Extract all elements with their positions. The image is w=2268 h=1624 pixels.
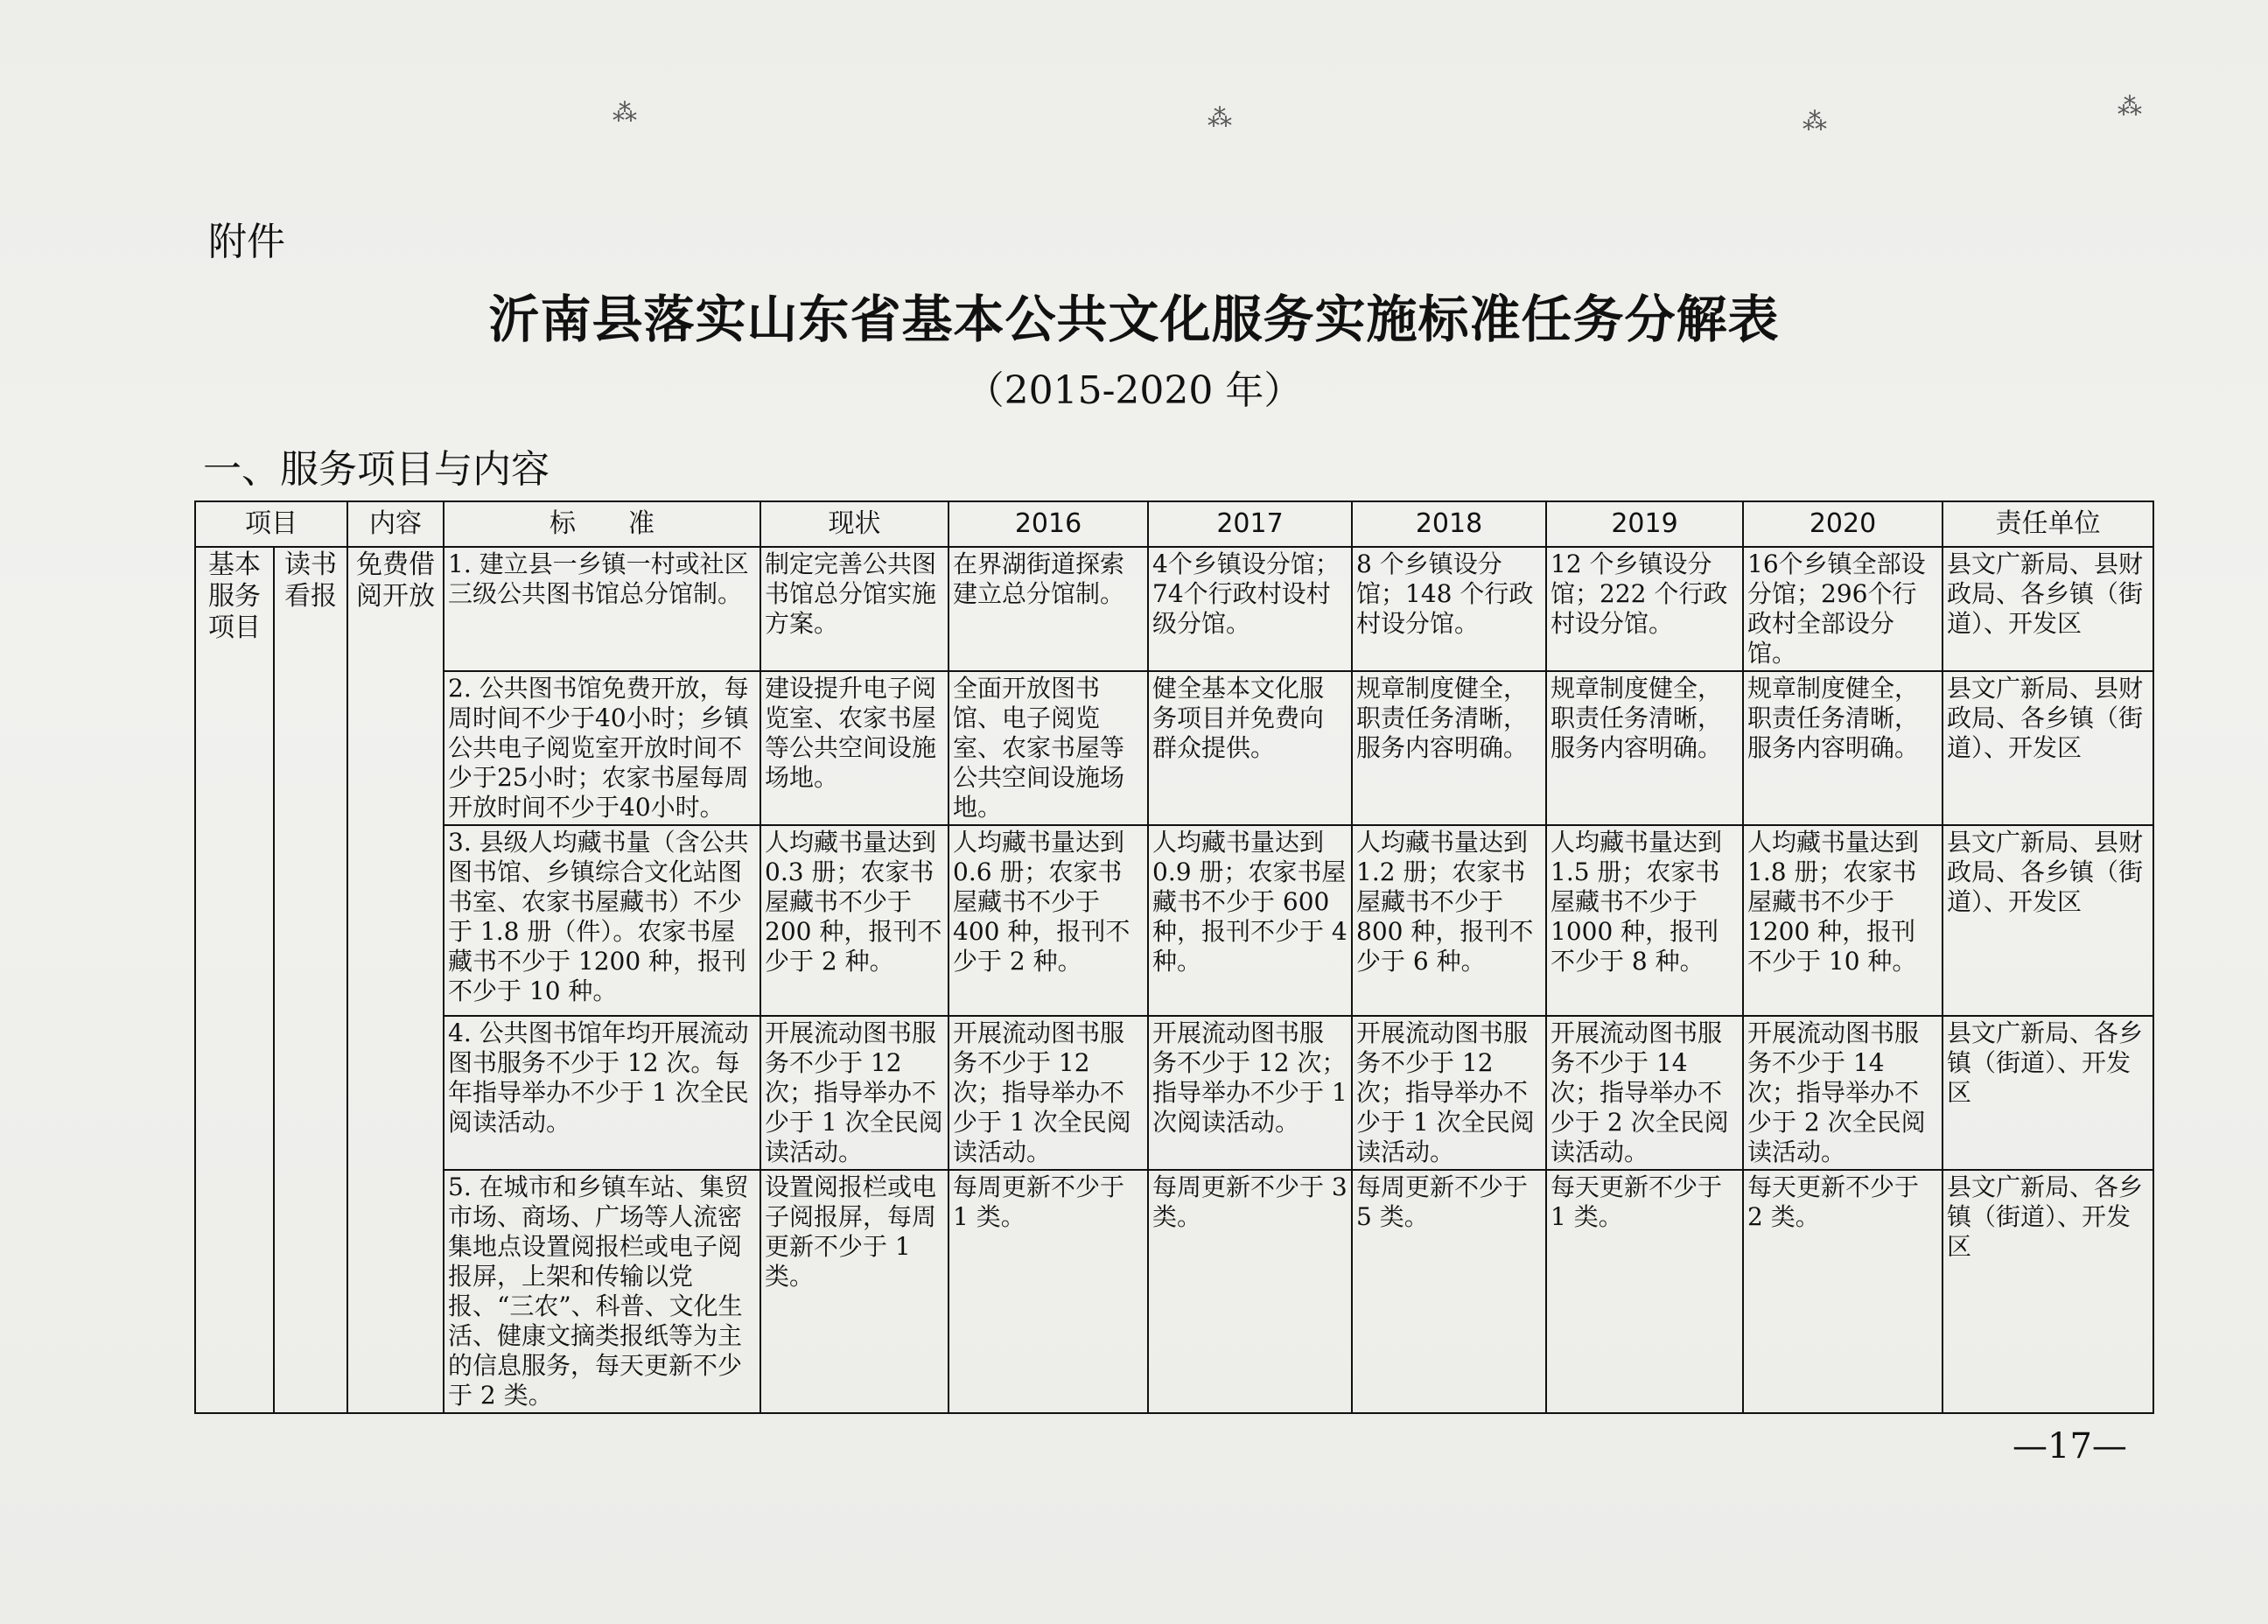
status-cell: 制定完善公共图书馆总分馆实施方案。 — [760, 547, 948, 671]
target-2020-cell: 每天更新不少于 2 类。 — [1743, 1170, 1942, 1413]
column-header-content: 内容 — [347, 501, 444, 547]
column-header-2018: 2018 — [1352, 501, 1546, 547]
status-cell: 开展流动图书服务不少于 12 次；指导举办不少于 1 次全民阅读活动。 — [760, 1016, 948, 1170]
table-row — [195, 1016, 2153, 1170]
target-2016-cell: 在界湖街道探索建立总分馆制。 — [948, 547, 1148, 671]
target-2017-cell: 每周更新不少于 3 类。 — [1148, 1170, 1352, 1413]
responsible-cell: 县文广新局、县财政局、各乡镇（街道）、开发区 — [1942, 671, 2153, 825]
status-cell: 建设提升电子阅览室、农家书屋等公共空间设施场地。 — [760, 671, 948, 825]
target-2019-cell: 人均藏书量达到 1.5 册；农家书屋藏书不少于 1000 种，报刊不少于 8 种。 — [1546, 825, 1743, 1016]
status-cell: 设置阅报栏或电子阅报屏，每周更新不少于 1 类。 — [760, 1170, 948, 1413]
target-2018-cell: 每周更新不少于 5 类。 — [1352, 1170, 1546, 1413]
column-header-responsible: 责任单位 — [1942, 501, 2153, 547]
document-title: 沂南县落实山东省基本公共文化服务实施标准任务分解表 — [488, 290, 1780, 349]
responsible-cell: 县文广新局、各乡镇（街道）、开发区 — [1942, 1170, 2153, 1413]
target-2020-cell: 规章制度健全，职责任务清晰，服务内容明确。 — [1743, 671, 1942, 825]
standard-cell: 4. 公共图书馆年均开展流动图书服务不少于 12 次。每年指导举办不少于 1 次全民阅读活动。 — [444, 1016, 760, 1170]
target-2020-cell: 开展流动图书服务不少于 14 次；指导举办不少于 2 次全民阅读活动。 — [1743, 1016, 1942, 1170]
target-2018-cell: 人均藏书量达到 1.2 册；农家书屋藏书不少于 800 种，报刊不少于 6 种。 — [1352, 825, 1546, 1016]
target-2017-cell: 4个乡镇设分馆；74个行政村设村级分馆。 — [1148, 547, 1352, 671]
content-cell: 免费借阅开放 — [347, 547, 444, 1413]
column-header-2020: 2020 — [1743, 501, 1942, 547]
column-header-project: 项目 — [195, 501, 347, 547]
attachment-label: 附件 — [208, 220, 285, 264]
target-2018-cell: 开展流动图书服务不少于 12 次；指导举办不少于 1 次全民阅读活动。 — [1352, 1016, 1546, 1170]
target-2017-cell: 开展流动图书服务不少于 12 次；指导举办不少于 1 次阅读活动。 — [1148, 1016, 1352, 1170]
target-2016-cell: 全面开放图书馆、电子阅览室、农家书屋等公共空间设施场地。 — [948, 671, 1148, 825]
document-subtitle: （2015-2020 年） — [965, 368, 1303, 413]
scan-speck: ⁂ — [2118, 92, 2146, 121]
target-2018-cell: 8 个乡镇设分馆；148 个行政村设分馆。 — [1352, 547, 1546, 671]
responsible-cell: 县文广新局、县财政局、各乡镇（街道）、开发区 — [1942, 825, 2153, 1016]
task-breakdown-table — [194, 500, 2154, 1414]
column-header-status: 现状 — [760, 501, 948, 547]
project-category-cell: 基本服务项目 — [195, 547, 274, 1413]
table-row — [195, 671, 2153, 825]
standard-cell: 3. 县级人均藏书量（含公共图书馆、乡镇综合文化站图书室、农家书屋藏书）不少于 1.8 册（件）。农家书屋藏书不少于 1200 种，报刊不少于 10 种。 — [444, 825, 760, 1016]
scan-speck: ⁂ — [612, 98, 640, 127]
table-row — [195, 547, 2153, 671]
page-number: —17— — [2012, 1426, 2127, 1466]
sub-project-cell: 读书看报 — [274, 547, 347, 1413]
standard-cell: 1. 建立县一乡镇一村或社区三级公共图书馆总分馆制。 — [444, 547, 760, 671]
section-heading: 一、服务项目与内容 — [203, 447, 550, 492]
scan-speck: ⁂ — [1208, 103, 1236, 132]
target-2020-cell: 人均藏书量达到 1.8 册；农家书屋藏书不少于 1200 种，报刊不少于 10 种。 — [1743, 825, 1942, 1016]
table-row — [195, 825, 2153, 1016]
target-2017-cell: 健全基本文化服务项目并免费向群众提供。 — [1148, 671, 1352, 825]
table-header-row — [195, 501, 2153, 547]
target-2019-cell: 开展流动图书服务不少于 14 次；指导举办不少于 2 次全民阅读活动。 — [1546, 1016, 1743, 1170]
target-2019-cell: 规章制度健全，职责任务清晰，服务内容明确。 — [1546, 671, 1743, 825]
target-2017-cell: 人均藏书量达到 0.9 册；农家书屋藏书不少于 600 种，报刊不少于 4 种。 — [1148, 825, 1352, 1016]
target-2016-cell: 人均藏书量达到 0.6 册；农家书屋藏书不少于 400 种，报刊不少于 2 种。 — [948, 825, 1148, 1016]
status-cell: 人均藏书量达到 0.3 册；农家书屋藏书不少于 200 种，报刊不少于 2 种。 — [760, 825, 948, 1016]
target-2018-cell: 规章制度健全，职责任务清晰，服务内容明确。 — [1352, 671, 1546, 825]
scan-speck: ⁂ — [1802, 107, 1830, 136]
target-2016-cell: 开展流动图书服务不少于 12 次；指导举办不少于 1 次全民阅读活动。 — [948, 1016, 1148, 1170]
target-2020-cell: 16个乡镇全部设分馆；296个行政村全部设分馆。 — [1743, 547, 1942, 671]
target-2019-cell: 12 个乡镇设分馆；222 个行政村设分馆。 — [1546, 547, 1743, 671]
responsible-cell: 县文广新局、各乡镇（街道）、开发区 — [1942, 1016, 2153, 1170]
standard-cell: 2. 公共图书馆免费开放，每周时间不少于40小时；乡镇公共电子阅览室开放时间不少于25小时；农家书屋每周开放时间不少于40小时。 — [444, 671, 760, 825]
standard-cell: 5. 在城市和乡镇车站、集贸市场、商场、广场等人流密集地点设置阅报栏或电子阅报屏，上架和传输以党报、“三农”、科普、文化生活、健康文摘类报纸等为主的信息服务，每天更新不少于 2 类。 — [444, 1170, 760, 1413]
responsible-cell: 县文广新局、县财政局、各乡镇（街道）、开发区 — [1942, 547, 2153, 671]
column-header-2019: 2019 — [1546, 501, 1743, 547]
column-header-standard: 标 准 — [444, 501, 760, 547]
column-header-2016: 2016 — [948, 501, 1148, 547]
column-header-2017: 2017 — [1148, 501, 1352, 547]
table-row — [195, 1170, 2153, 1413]
target-2016-cell: 每周更新不少于 1 类。 — [948, 1170, 1148, 1413]
target-2019-cell: 每天更新不少于 1 类。 — [1546, 1170, 1743, 1413]
